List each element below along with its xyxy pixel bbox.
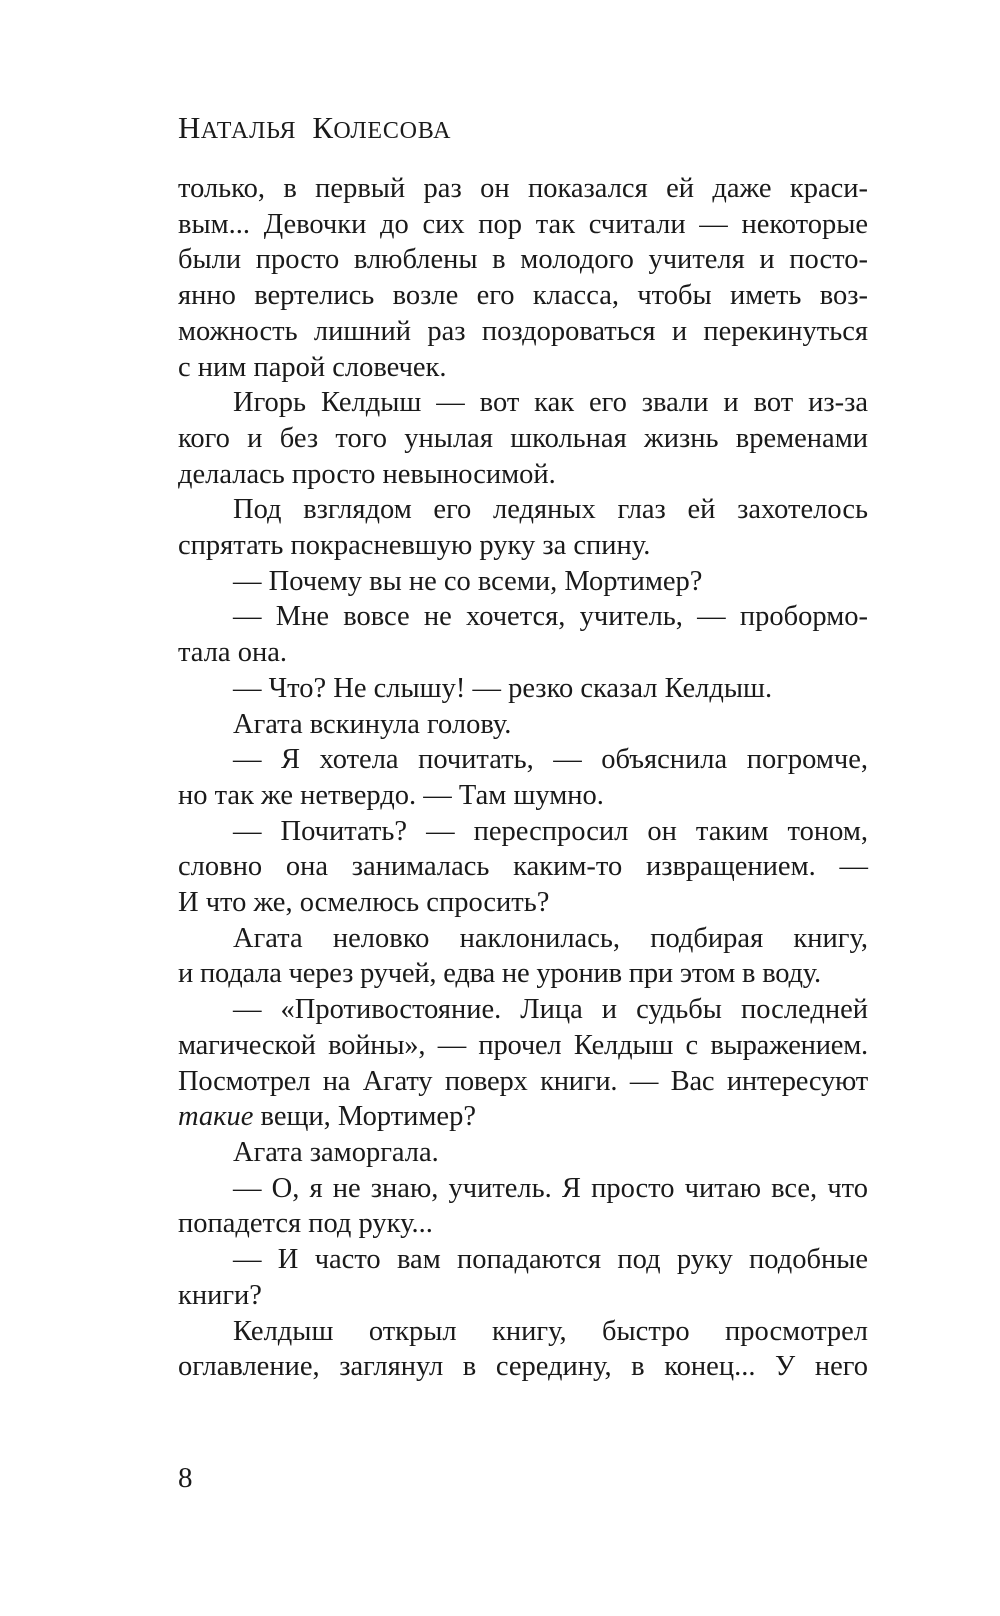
text-line: Посмотрел на Агату поверх книги. — Вас интересуют	[178, 1065, 868, 1097]
text-line: янно вертелись возле его класса, чтобы иметь воз-	[178, 280, 868, 312]
paragraph	[178, 814, 868, 921]
text-line: с ним парой словечек.	[178, 351, 447, 383]
text-line: — Мне вовсе не хочется, учитель, — пробормо-	[233, 601, 868, 633]
paragraph	[178, 385, 868, 492]
text-line: И что же, осмелюсь спросить?	[178, 887, 550, 919]
paragraph	[178, 1135, 868, 1171]
author-first-rest: АТАЛЬЯ	[200, 118, 297, 144]
text-line: — И часто вам попадаются под руку подобные	[233, 1244, 868, 1276]
text-line: — О, я не знаю, учитель. Я просто читаю все, что	[233, 1172, 868, 1204]
text-line: и подала через ручей, едва не уронив при этом в воду.	[178, 958, 821, 990]
text-line: книги?	[178, 1279, 262, 1311]
paragraph	[178, 171, 868, 385]
italic-word: такие	[178, 1101, 254, 1133]
text-line: — Я хотела почитать, — объяснила погромче,	[233, 744, 868, 776]
text-line: Игорь Келдыш — вот как его звали и вот из-за	[233, 387, 868, 419]
paragraph	[178, 992, 868, 1135]
text-line: попадется под руку...	[178, 1208, 433, 1240]
paragraph	[178, 599, 868, 670]
text-line: — Почему вы не со всеми, Мортимер?	[233, 565, 703, 597]
text-line: можность лишний раз поздороваться и перекинуться	[178, 315, 868, 347]
body-text	[178, 171, 868, 1385]
page-number: 8	[178, 1462, 193, 1494]
running-head-author	[178, 108, 451, 151]
text-line: — Почитать? — переспросил он таким тоном,	[233, 815, 868, 847]
text-line: были просто влюблены в молодого учителя и посто-	[178, 244, 868, 276]
text-line: Агата вскинула голову.	[233, 708, 512, 740]
text-line: магической войны», — прочел Келдыш с выражением.	[178, 1029, 868, 1061]
text-line: Агата неловко наклонилась, подбирая книгу,	[233, 922, 868, 954]
paragraph	[178, 1314, 868, 1385]
paragraph	[178, 742, 868, 813]
text-line	[178, 1099, 868, 1135]
text-line: но так же нетвердо. — Там шумно.	[178, 779, 604, 811]
paragraph	[178, 492, 868, 563]
paragraph	[178, 671, 868, 707]
text-line: тала она.	[178, 637, 287, 669]
text-line: Под взглядом его ледяных глаз ей захотелось	[233, 494, 868, 526]
author-last-initial: К	[312, 110, 334, 145]
text-line: — «Противостояние. Лица и судьбы последней	[233, 994, 868, 1026]
paragraph	[178, 707, 868, 743]
paragraph	[178, 921, 868, 992]
paragraph	[178, 1171, 868, 1242]
text-line: кого и без того унылая школьная жизнь временами	[178, 422, 868, 454]
text-line: Келдыш открыл книгу, быстро просмотрел	[233, 1315, 868, 1347]
text-line: Агата заморгала.	[233, 1136, 439, 1168]
text-line: словно она занималась каким-то извращением. —	[178, 851, 868, 883]
text-line: — Что? Не слышу! — резко сказал Келдыш.	[233, 672, 773, 704]
text-fragment: вещи, Мортимер?	[253, 1101, 476, 1133]
author-last-rest: ОЛЕСОВА	[333, 118, 452, 144]
author-first-initial: Н	[178, 110, 201, 145]
text-line: вым... Девочки до сих пор так считали — некоторые	[178, 208, 868, 240]
text-line: делалась просто невыносимой.	[178, 458, 556, 490]
paragraph	[178, 564, 868, 600]
text-line: только, в первый раз он показался ей даже краси-	[178, 173, 868, 204]
text-line: спрятать покрасневшую руку за спину.	[178, 530, 651, 562]
text-line: оглавление, заглянул в середину, в конец... У него	[178, 1351, 868, 1383]
paragraph	[178, 1242, 868, 1313]
